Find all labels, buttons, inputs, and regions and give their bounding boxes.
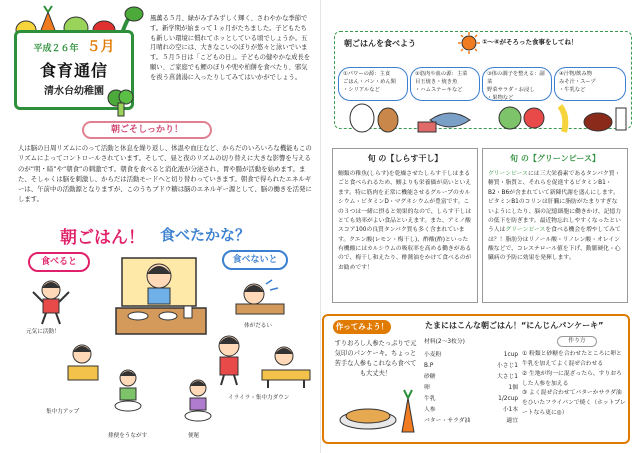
steps-heading: 作り方	[557, 336, 597, 347]
issue-year: 平成２６年	[33, 44, 79, 54]
breakfast-item-soup: ④汁物/飲み物 みそ汁・スープ ・牛乳など	[554, 67, 626, 101]
recipe-steps: ① 粉類と砂糖を合わせたところに卵と牛乳を加えてよく混ぜ合わせる ② 生地が均一に混ざったら、すりおろした人参を加える ③ よく混ぜ合わせてバターかサラダ油をひいたフライパンで焼く（ホットプレートなら更に◎）	[522, 351, 626, 417]
issue-month: ５月	[86, 39, 115, 55]
caption-shuchu: 集中力アップ	[46, 409, 80, 415]
section-banner: 朝ごそしっかり！	[82, 121, 212, 139]
kid-active-illustration	[26, 276, 76, 326]
greenpeas-title: 旬 の【グリーンピース】	[510, 154, 600, 163]
greenpeas-box	[482, 148, 628, 303]
caption-darui: 体がだるい	[244, 323, 272, 329]
breakfast-item-side: ③体の調子を整える：副菜 野菜サラダ・お浸し ・果物など	[482, 67, 552, 101]
kid-desk-illustration	[258, 340, 314, 390]
kid-tired-illustration	[230, 274, 290, 318]
kid-toilet-illustration	[108, 366, 148, 414]
caption-benpi: 便秘	[188, 433, 200, 439]
food-characters-illustration	[340, 100, 630, 134]
sun-icon	[458, 32, 480, 54]
kid-constipation-illustration	[178, 376, 218, 426]
shirasu-text: 鰯類の稚魚(しらす)を乾燥させたしらす干しはまるごと食べられるため、鰯よりも栄養価が高いといえます。特に筋肉を正常に機能させるグループのカルシウム・ビタミンD・マグネシウムが豊富です。この３つは一緒に摂ると効果的なので、しらす干しはとても効率がよい食品といえます。また、アミノ酸スコア100の良質タンパク質も多く含まれています。クエン酸(レモン・梅干し)、酢酸(酢)といった有機酸にはカルシウムの吸収率を高める働きがあるので、梅干し和えたり、酢醤油をかけて食べるのがお勧めです！	[338, 170, 472, 271]
caption-genki: 元気に活動！	[26, 329, 60, 335]
intro-text: 風薫る５月、緑がみずみずしく輝く、さわやかな季節です。新学期が始まって１ヵ月がたちました。子どもたちも新しい環境に慣れてホッとしている頃でしょうか。五月晴れの空には、大きなこいのぼりが悠々と泳いでいます。５月５日は「こどもの日」。子どもの健やかな成長を願い、ご家庭でも鯉のぼりや兜や柏餅を食べたり、邪気を祓う菖蒲湯に入ったりしてみてはいかがでしょう。	[150, 15, 311, 81]
kid-focus-illustration	[60, 340, 106, 386]
section-lead-text: 人は脳の日周リズムにのって活動と休息を繰り返し、体温や血圧など、からだのいろいろな機能もこのリズムによってコントロールされています。そして、昼と夜のリズムの切り替えに大きな影響を与えるのが“明・暗”や“朝食”の刺激です。朝食を食べると消化液が分泌され、胃や腸が活動を始めます。また、そしゃくは脳を刺激し、からだは活動モードへと切り替わっていきます。朝食で得られたエネルギーは、午前中の活動源となりますが、このうちブドウ糖は脳のエネルギー源として、脳の働きを活発にします。	[18, 144, 312, 204]
greenpeas-text: グリーンピースには三大栄養素であるタンパク質・糖質・脂質と、それらを促進するビタミンB1・B2・B6が含まれていて新陳代謝を盛んにします。ビタミンB1のコリンは肝臓に脂肪がたまりすぎないようにしたり、脳の記憶細胞に働きかけ、記憶力の低下を防ぎます。最近物忘れしやすくなったという人はグリーンピースを食べる機会を増やしてみては？！脂肪分はリノール酸・リノレン酸・オレイン酸などで、コレステロール値を下げ、動脈硬化・心臓病の予防に効果を発揮します。	[488, 170, 622, 262]
no-eat-badge: 食べないと	[222, 250, 288, 270]
shirasu-title: 旬 の【しらす干し】	[367, 154, 443, 163]
caption-haiben: 排便をうながす	[108, 433, 148, 439]
child-eating-illustration	[112, 254, 212, 339]
pancake-carrot-illustration	[336, 384, 420, 436]
breakfast-item-staple: ①パワーの源：主食 ごはん・パン・めん類 ・シリアルなど	[338, 67, 408, 101]
ingredients-amounts: 1cup 小さじ1 大さじ1 1個 1/2cup 小1本 適宜	[496, 352, 518, 424]
recipe-title: たまにはこんな朝ごはん！“にんじんパンケーキ”	[425, 321, 604, 330]
ingredients-heading: 材料(2～3枚分)	[424, 339, 465, 345]
breakfast-guide-subtitle: ①～④がそろった食事をしてね！	[482, 38, 578, 46]
headline-did-you-eat: 食べたかな？	[160, 226, 251, 244]
recipe-label: 作ってみよう！	[333, 320, 391, 334]
newsletter-title: 食育通信	[39, 61, 108, 81]
broccoli-icon	[104, 88, 138, 118]
breakfast-guide-title: 朝ごはんを食べよう	[344, 39, 416, 48]
caption-iraira: イライラ・集中力ダウン	[228, 395, 290, 401]
ingredients-list: 小麦粉 B.P 砂糖 卵 牛乳 人参 バター・サラダ油	[424, 352, 471, 424]
school-name: 清水台幼稚園	[44, 86, 104, 98]
breakfast-item-main: ②筋肉や血の源：主菜 目玉焼き・焼き魚 ・ハムステーキなど	[410, 67, 480, 101]
page-divider	[320, 0, 321, 453]
recipe-intro: すりおろし人参たっぷりで元気印のパンケーキ。ちょっと苦手な人参もこれなら食べても大丈夫！	[334, 340, 417, 378]
eat-badge: 食べると	[28, 252, 90, 272]
headline-breakfast: 朝ごはん！	[60, 228, 145, 248]
shirasu-box	[332, 148, 478, 303]
